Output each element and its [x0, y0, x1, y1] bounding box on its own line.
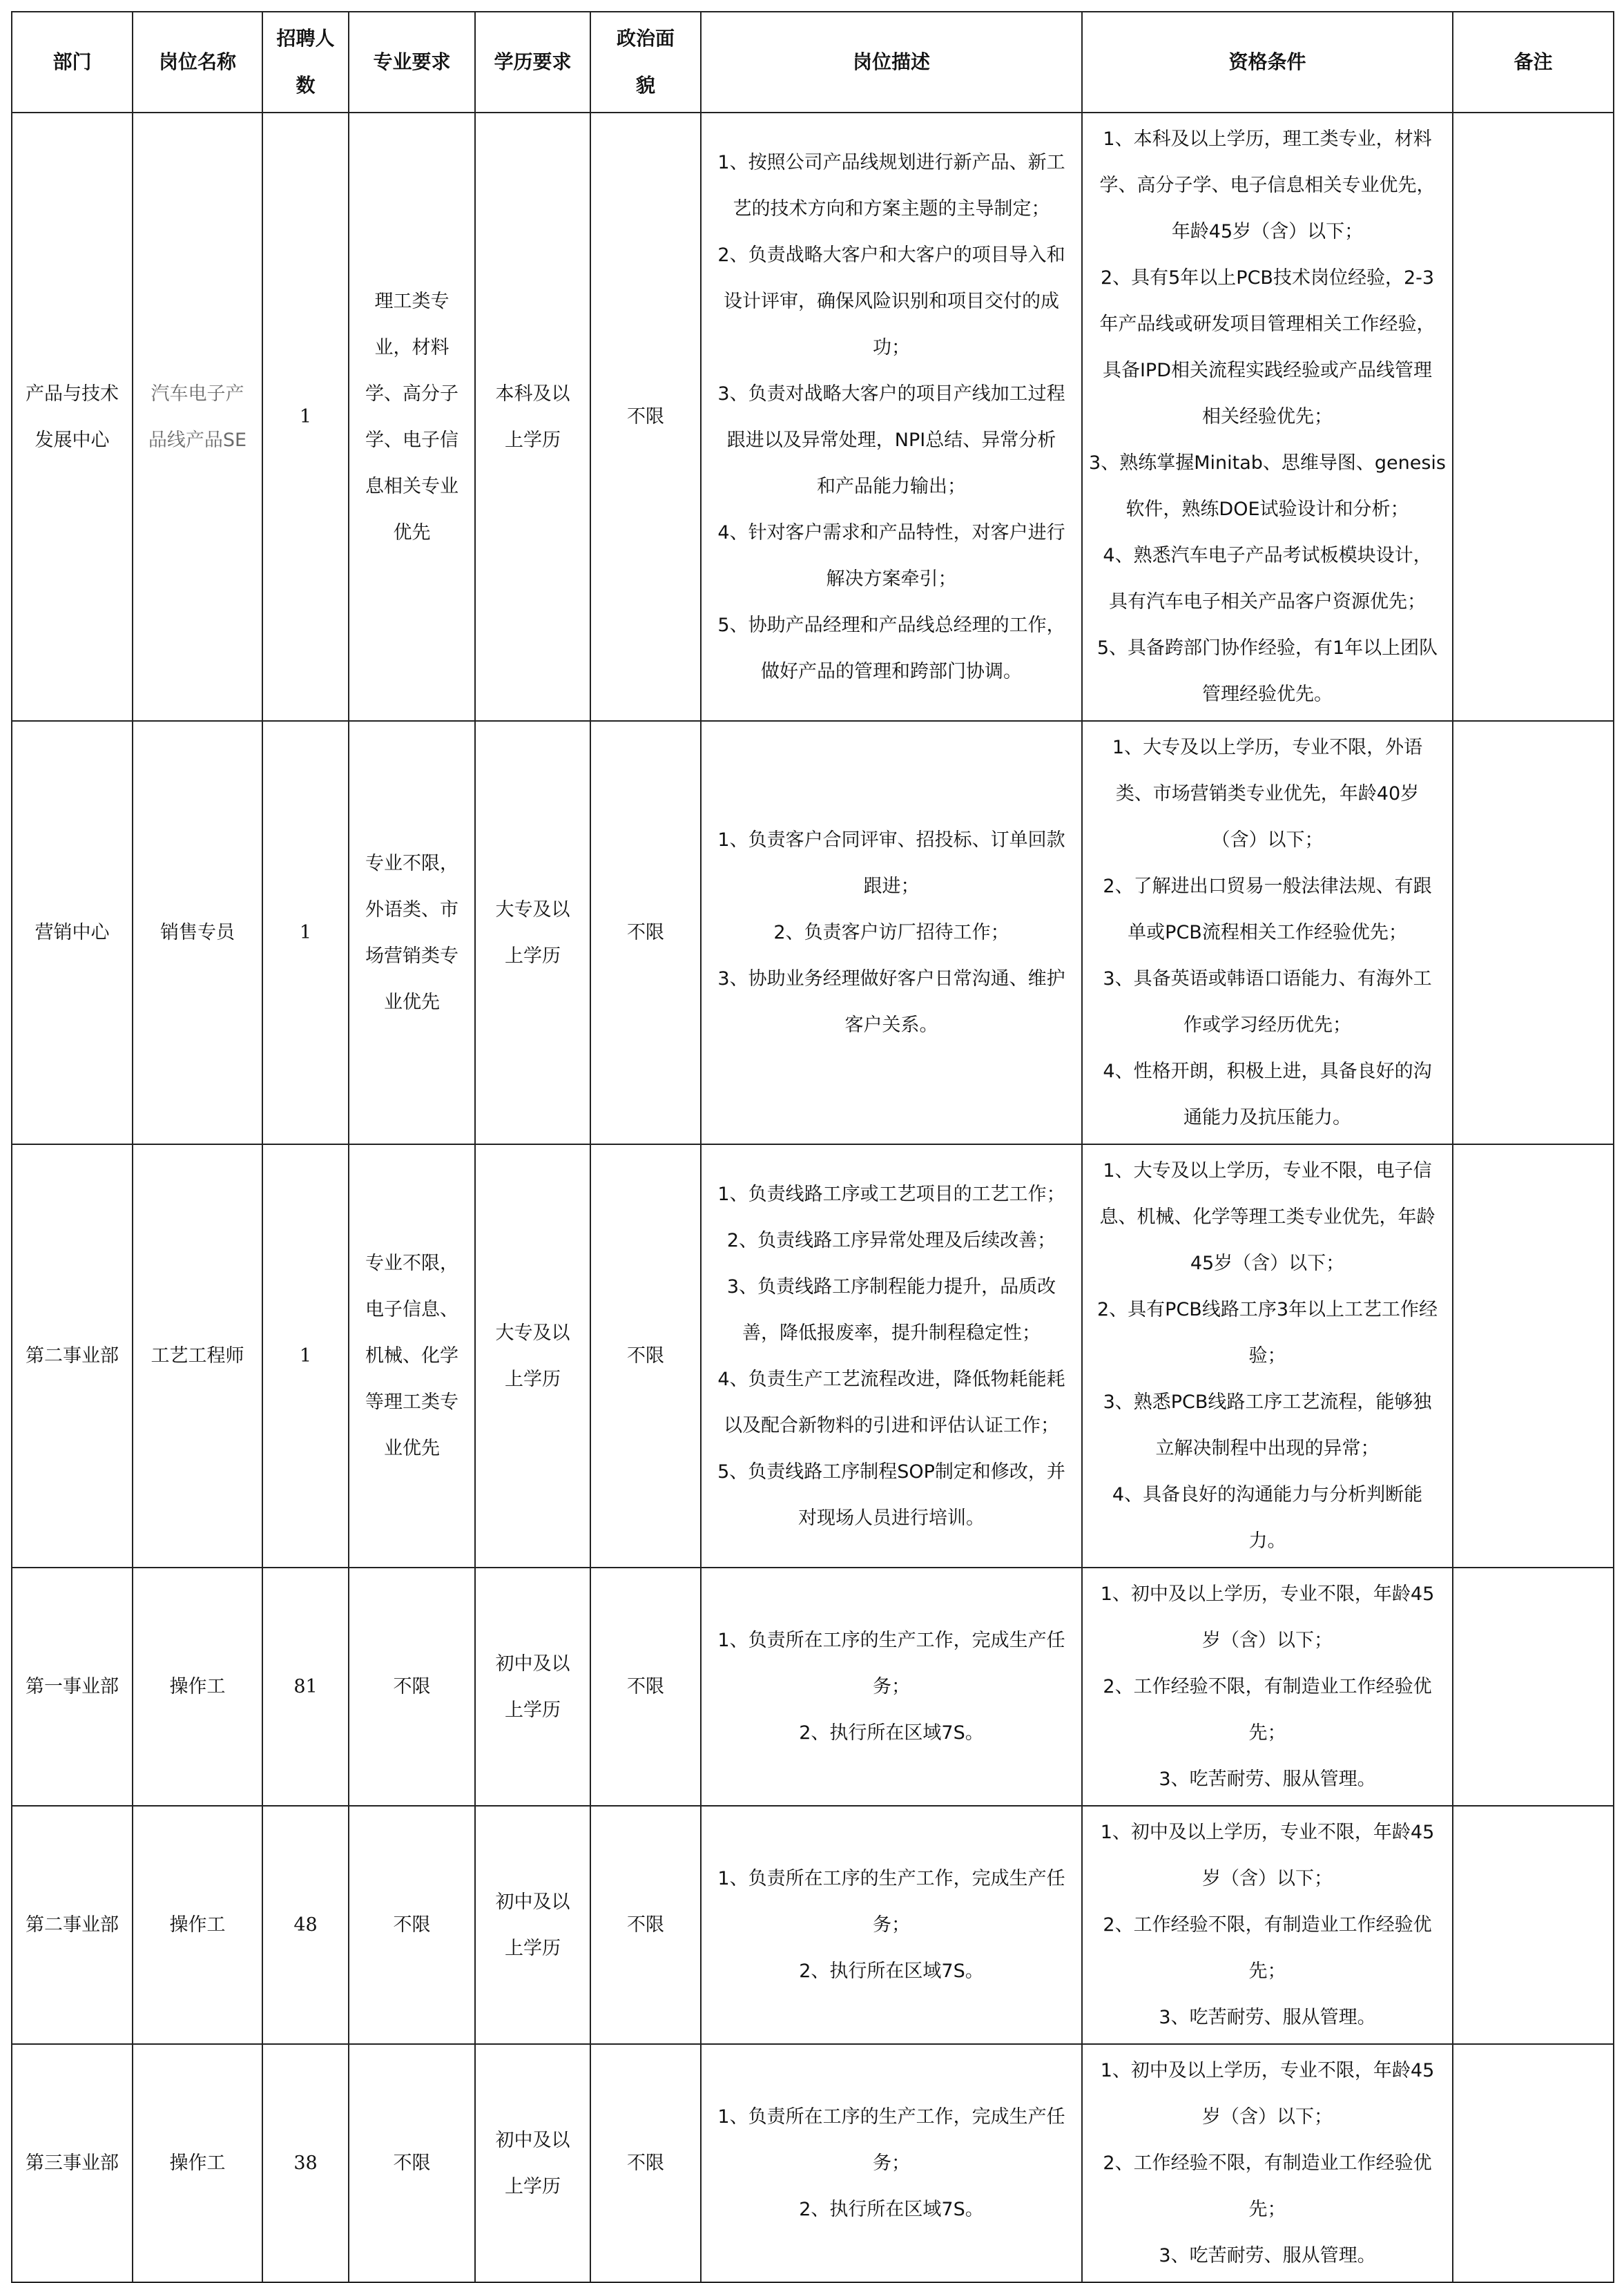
cell-edu: 初中及以 上学历: [475, 1806, 590, 2044]
cell-dept: 第三事业部: [12, 2044, 133, 2282]
cell-note: [1453, 1144, 1614, 1568]
cell-dept: 营销中心: [12, 721, 133, 1144]
cell-politics: 不限: [590, 721, 701, 1144]
cell-title: 工艺工程师: [133, 1144, 262, 1568]
cell-major: 不限: [349, 1568, 475, 1806]
cell-dept: 第二事业部: [12, 1806, 133, 2044]
table-row: [12, 721, 1614, 1144]
table-row: [12, 113, 1614, 721]
cell-qual: 1、初中及以上学历，专业不限，年龄45 岁（含）以下； 2、工作经验不限，有制造业工作经验优 先； 3、吃苦耐劳、服从管理。: [1082, 1806, 1453, 2044]
cell-desc: 1、负责所在工序的生产工作，完成生产任 务； 2、执行所在区域7S。: [701, 1806, 1082, 2044]
cell-desc: 1、负责所在工序的生产工作，完成生产任 务； 2、执行所在区域7S。: [701, 2044, 1082, 2282]
cell-major: 不限: [349, 2044, 475, 2282]
cell-count: 81: [262, 1568, 349, 1806]
cell-edu: 大专及以 上学历: [475, 1144, 590, 1568]
header-qual: 资格条件: [1082, 12, 1453, 113]
cell-major: 专业不限， 外语类、市 场营销类专 业优先: [349, 721, 475, 1144]
table-row: [12, 1568, 1614, 1806]
cell-politics: 不限: [590, 1568, 701, 1806]
cell-edu: 本科及以 上学历: [475, 113, 590, 721]
cell-dept: 第二事业部: [12, 1144, 133, 1568]
job-table: [11, 11, 1614, 2283]
cell-count: 1: [262, 113, 349, 721]
header-major: 专业要求: [349, 12, 475, 113]
cell-major: 不限: [349, 1806, 475, 2044]
header-count: 招聘人 数: [262, 12, 349, 113]
header-desc: 岗位描述: [701, 12, 1082, 113]
header-edu: 学历要求: [475, 12, 590, 113]
cell-qual: 1、本科及以上学历，理工类专业，材料 学、高分子学、电子信息相关专业优先， 年龄45岁（含）以下； 2、具有5年以上PCB技术岗位经验，2-3 年产品线或研发项目管理相关工作经验， 具备IPD相关流程实践经验或产品线管理 相关经验优先； 3、熟练掌握Minitab、思维导图、genesis 软件，熟练DOE试验设计和分析； 4、熟悉汽车电子产品考试板模块设计， 具有汽车电子相关产品客户资源优先； 5、具备跨部门协作经验，有1年以上团队 管理经验优先。: [1082, 113, 1453, 721]
cell-politics: 不限: [590, 1144, 701, 1568]
cell-desc: 1、负责所在工序的生产工作，完成生产任 务； 2、执行所在区域7S。: [701, 1568, 1082, 1806]
cell-note: [1453, 113, 1614, 721]
header-politics: 政治面 貌: [590, 12, 701, 113]
cell-title: 操作工: [133, 1806, 262, 2044]
cell-count: 1: [262, 721, 349, 1144]
cell-dept: 第一事业部: [12, 1568, 133, 1806]
cell-count: 38: [262, 2044, 349, 2282]
cell-qual: 1、大专及以上学历，专业不限，外语 类、市场营销类专业优先，年龄40岁 （含）以下； 2、了解进出口贸易一般法律法规、有跟 单或PCB流程相关工作经验优先； 3、具备英语或韩语口语能力、有海外工 作或学习经历优先； 4、性格开朗，积极上进，具备良好的沟 通能力及抗压能力。: [1082, 721, 1453, 1144]
cell-title: 汽车电子产 品线产品SE: [133, 113, 262, 721]
cell-qual: 1、初中及以上学历，专业不限，年龄45 岁（含）以下； 2、工作经验不限，有制造业工作经验优 先； 3、吃苦耐劳、服从管理。: [1082, 1568, 1453, 1806]
cell-politics: 不限: [590, 2044, 701, 2282]
cell-count: 1: [262, 1144, 349, 1568]
cell-count: 48: [262, 1806, 349, 2044]
cell-edu: 初中及以 上学历: [475, 1568, 590, 1806]
cell-note: [1453, 1806, 1614, 2044]
table-row: [12, 1144, 1614, 1568]
cell-note: [1453, 2044, 1614, 2282]
cell-note: [1453, 1568, 1614, 1806]
cell-desc: 1、负责客户合同评审、招投标、订单回款 跟进； 2、负责客户访厂招待工作； 3、协助业务经理做好客户日常沟通、维护 客户关系。: [701, 721, 1082, 1144]
cell-edu: 初中及以 上学历: [475, 2044, 590, 2282]
cell-title: 销售专员: [133, 721, 262, 1144]
cell-qual: 1、大专及以上学历，专业不限，电子信 息、机械、化学等理工类专业优先，年龄 45岁（含）以下； 2、具有PCB线路工序3年以上工艺工作经 验； 3、熟悉PCB线路工序工艺流程，能够独 立解决制程中出现的异常； 4、具备良好的沟通能力与分析判断能 力。: [1082, 1144, 1453, 1568]
cell-note: [1453, 721, 1614, 1144]
cell-title: 操作工: [133, 1568, 262, 1806]
cell-major: 理工类专 业，材料 学、高分子 学、电子信 息相关专业 优先: [349, 113, 475, 721]
header-note: 备注: [1453, 12, 1614, 113]
cell-dept: 产品与技术 发展中心: [12, 113, 133, 721]
cell-edu: 大专及以 上学历: [475, 721, 590, 1144]
cell-desc: 1、负责线路工序或工艺项目的工艺工作； 2、负责线路工序异常处理及后续改善； 3、负责线路工序制程能力提升，品质改 善，降低报废率，提升制程稳定性； 4、负责生产工艺流程改进，降低物耗能耗 以及配合新物料的引进和评估认证工作； 5、负责线路工序制程SOP制定和修改，并 对现场人员进行培训。: [701, 1144, 1082, 1568]
cell-title: 操作工: [133, 2044, 262, 2282]
cell-qual: 1、初中及以上学历，专业不限，年龄45 岁（含）以下； 2、工作经验不限，有制造业工作经验优 先； 3、吃苦耐劳、服从管理。: [1082, 2044, 1453, 2282]
header-dept: 部门: [12, 12, 133, 113]
cell-politics: 不限: [590, 113, 701, 721]
cell-politics: 不限: [590, 1806, 701, 2044]
table-row: [12, 2044, 1614, 2282]
cell-desc: 1、按照公司产品线规划进行新产品、新工 艺的技术方向和方案主题的主导制定； 2、负责战略大客户和大客户的项目导入和 设计评审，确保风险识别和项目交付的成 功； 3、负责对战略大客户的项目产线加工过程 跟进以及异常处理，NPI总结、异常分析 和产品能力输出； 4、针对客户需求和产品特性，对客户进行 解决方案牵引； 5、协助产品经理和产品线总经理的工作， 做好产品的管理和跨部门协调。: [701, 113, 1082, 721]
header-title: 岗位名称: [133, 12, 262, 113]
cell-major: 专业不限， 电子信息、 机械、化学 等理工类专 业优先: [349, 1144, 475, 1568]
header-row: [12, 12, 1614, 113]
table-row: [12, 1806, 1614, 2044]
